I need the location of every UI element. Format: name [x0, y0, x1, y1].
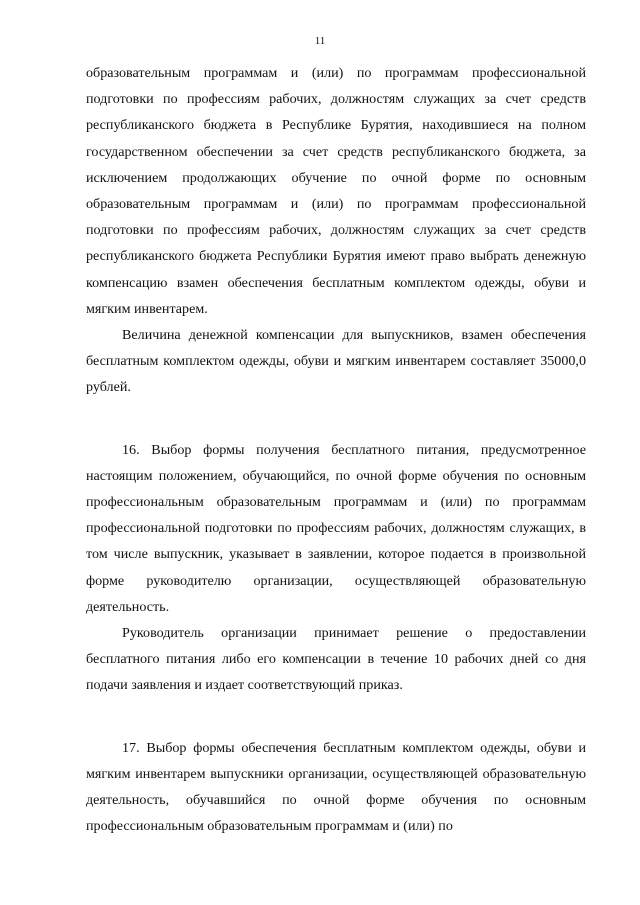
paragraph-item-17: 17. Выбор формы обеспечения бесплатным комплектом одежды, обуви и мягким инвентарем выпускники организации, осуществляющей образовательную деятельность, обучавшийся по очной форме обучения по основным профессиональным образовательным программам и (или) по — [86, 739, 586, 835]
paragraph-compensation-amount: Величина денежной компенсации для выпускников, взамен обеспечения бесплатным комплектом одежды, обуви и мягким инвентарем составляет 35000,0 рублей. — [86, 327, 586, 396]
paragraph-head-decision: Руководитель организации принимает решение о предоставлении бесплатного питания либо его компенсации в течение 10 рабочих дней со дня подачи заявления и издает соответствующий приказ. — [86, 625, 586, 694]
paragraph-continuation: образовательным программам и (или) по программам профессиональной подготовки по профессиям рабочих, должностям служащих за счет средств республиканского бюджета в Республике Бурятия, находившиеся на полном государственном обеспечении за счет средств республиканского бюджета, за исключением продолжающих обучение по очной форме по основным образовательным программам и (или) по программам профессиональной подготовки по профессиям рабочих, должностям служащих за счет средств республиканского бюджета Республики Бурятия имеют право выбрать денежную компенсацию взамен обеспечения бесплатным комплектом одежды, обуви и мягким инвентарем. — [86, 65, 586, 317]
document-body — [86, 60, 586, 839]
paragraph-item-16: 16. Выбор формы получения бесплатного питания, предусмотренное настоящим положением, обучающийся, по очной форме обучения по основным профессиональным образовательным программам и (или) по программам профессиональной подготовки по профессиям рабочих, должностям служащих, в том числе выпускник, указывает в заявлении, которое подается в произвольной форме руководителю организации, осуществляющей образовательную деятельность. — [86, 441, 586, 615]
page-number: 11 — [314, 35, 326, 47]
